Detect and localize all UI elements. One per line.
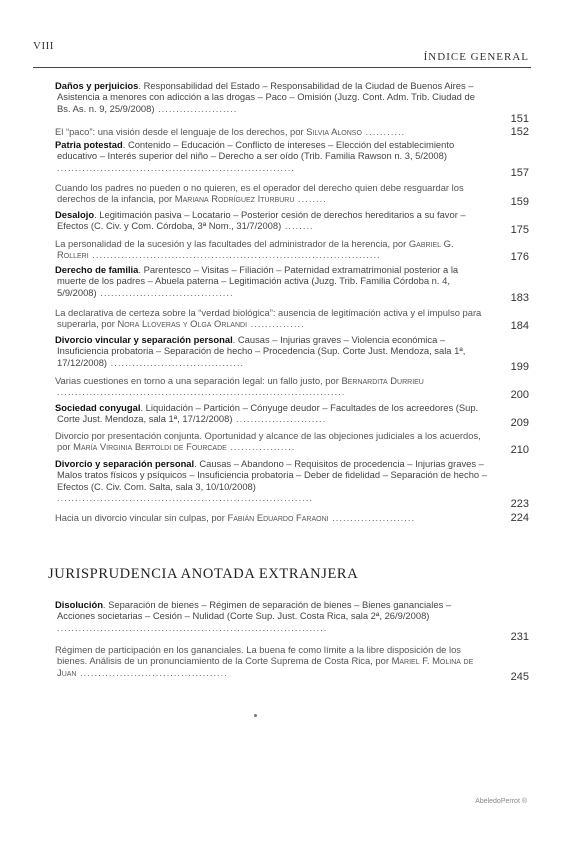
entry-page-number: 152 [510, 126, 529, 138]
toc-commentary [55, 307, 487, 330]
entry-heading: Desalojo [55, 209, 95, 220]
entry-page-number: 224 [510, 512, 529, 524]
toc-entry [55, 402, 487, 425]
entry-body: . Responsabilidad del Estado – Responsabilidad de la Ciudad de Buenos Aires – Asistencia a menores con adicción a las drogas – Paco – Omisión (Juzg. Cont. Adm. Trib. Ciudad de Bs. As. n. 9, 25/9/2008) [57, 80, 475, 114]
entry-body: . Liquidación – Partición – Cónyuge deudor – Facultades de los acreedores (Sup. Corte Just. Mendoza, sala 1ª, 17/12/2008) [57, 402, 479, 425]
dot-leader: ........... [361, 126, 406, 137]
toc-commentary [55, 182, 487, 205]
toc-entry [55, 334, 487, 368]
dot-leader: ....................................................................... [57, 491, 313, 503]
header-rule [33, 67, 531, 68]
toc-commentary [55, 430, 487, 453]
entry-page-number: 199 [510, 361, 529, 373]
dot-leader: ........ [294, 193, 327, 205]
entry-page-number: 210 [510, 444, 529, 456]
commentary-title: La declarativa de certeza sobre la “verdad biológica”: ausencia de legitimación activa y el impulso para superarla, por [55, 307, 482, 330]
dot-leader: .................................................................. [57, 161, 295, 173]
entry-page-number: 184 [510, 320, 529, 332]
toc-entry [55, 80, 487, 114]
entry-heading: Disolución [55, 599, 103, 610]
entry-page-number: 223 [510, 498, 529, 510]
dot-leader: ..................................... [96, 286, 234, 298]
commentary-author: María Virginia Bertoldi de Fourcade [73, 441, 227, 453]
dot-leader: ....................... [328, 512, 416, 523]
dot-leader: ........ [281, 220, 314, 232]
toc-commentary [55, 126, 487, 137]
entry-page-number: 245 [510, 671, 529, 683]
entry-page-number: 176 [510, 251, 529, 263]
entry-heading: Sociedad conyugal [55, 402, 141, 413]
commentary-title: Régimen de participación en los gananciales. La buena fe como límite a la libre disposición de los bienes. Análisis de un pronunciamiento de la Corte Suprema de Costa Rica, por [55, 644, 461, 667]
toc-entry [55, 209, 487, 232]
commentary-author: Silvia Alonso [306, 126, 362, 137]
dot-leader: ......................... [232, 413, 327, 425]
commentary-title: Varias cuestiones en torno a una separación legal: un fallo justo, por [55, 375, 342, 386]
entry-body: . Contenido – Educación – Conflicto de intereses – Elección del establecimiento educativo – Interés superior del niño – Derecho a ser oído (Trib. Familia Rawson n. 3, 5/2008) [57, 139, 455, 162]
entry-heading: Divorcio y separación personal [55, 458, 195, 469]
toc-commentary [55, 512, 487, 523]
commentary-title: La personalidad de la sucesión y las facultades del administrador de la herencia, por [55, 238, 409, 249]
page-number-roman: VIII [33, 40, 54, 52]
toc-entry [55, 139, 487, 173]
toc-commentary [55, 375, 487, 398]
dot-leader: ................................................................................ [57, 386, 346, 398]
running-header-title: ÍNDICE GENERAL [423, 51, 529, 63]
entry-page-number: 159 [510, 196, 529, 208]
commentary-author: Nora Lloveras y Olga Orlandi [117, 318, 248, 330]
entry-page-number: 183 [510, 292, 529, 304]
section-title: JURISPRUDENCIA ANOTADA EXTRANJERA [48, 566, 359, 582]
toc-entry [55, 458, 487, 503]
entry-heading: Divorcio vincular y separación personal [55, 334, 233, 345]
commentary-title: Hacia un divorcio vincular sin culpas, por [55, 512, 228, 523]
commentary-title: Cuando los padres no pueden o no quieren, es el operador del derecho quien debe resguardar los derechos de la infancia, por [55, 182, 464, 205]
toc-entry [55, 264, 487, 298]
entry-page-number: 157 [510, 167, 529, 179]
entry-page-number: 200 [510, 389, 529, 401]
entry-heading: Derecho de familia [55, 264, 139, 275]
commentary-title: Divorcio por presentación conjunta. Oportunidad y alcance de las objeciones judiciales a los acuerdos, por [55, 430, 481, 453]
commentary-title: El “paco”: una visión desde el lenguaje de los derechos, por [55, 126, 307, 137]
scan-speck [254, 714, 257, 717]
dot-leader: ........................................................................... [57, 621, 328, 633]
entry-page-number: 209 [510, 417, 529, 429]
publisher-footer: AbeledoPerrot ® [475, 798, 527, 805]
dot-leader: ...................... [154, 102, 238, 114]
entry-heading: Daños y perjuicios [55, 80, 139, 91]
dot-leader: ................................................................................ [88, 249, 381, 261]
dot-leader: .................. [226, 441, 296, 453]
commentary-author: Gabriel G. Rolleri [57, 238, 454, 261]
entry-heading: Patria potestad [55, 139, 123, 150]
entry-body: . Parentesco – Visitas – Filiación – Paternidad extramatrimonial posterior a la muerte de los padres – Abuela paterna – Legitimación activa (Juzg. Trib. Familia Córdoba n. 4, 5/9/2008) [57, 264, 459, 298]
commentary-author: Mariana Rodríguez Iturburu [174, 193, 295, 205]
commentary-author: Fabián Eduardo Faraoni [227, 512, 329, 523]
entry-body: . Separación de bienes – Régimen de separación de bienes – Bienes gananciales – Acciones societarias – Cesión – Nulidad (Corte Sup. Just. Costa Rica, sala 2ª, 26/9/2008) [57, 599, 452, 622]
dot-leader: ............... [247, 318, 305, 330]
entry-body: . Legitimación pasiva – Locatario – Posterior cesión de derechos hereditarios a su favor – Efectos (C. Civ. y Com. Córdoba, 3ª Nom., 31/7/2008) [57, 209, 466, 232]
dot-leader: ..................................... [107, 356, 245, 368]
toc-entry [55, 599, 487, 633]
entry-page-number: 175 [510, 224, 529, 236]
toc-commentary [55, 238, 487, 261]
entry-body: . Causas – Abandono – Requisitos de procedencia – Injurias graves – Malos tratos físicos y psíquicos – Insuficiencia probatoria – Deber de fidelidad – Separación de hecho – Efectos (C. Civ. Com. Salta, sala 3, 10/10/2008) [57, 458, 487, 492]
entry-page-number: 231 [510, 631, 529, 643]
commentary-author: Mariel F. Molina de Juan [57, 655, 474, 678]
entry-page-number: 151 [510, 113, 529, 125]
commentary-author: Bernardita Durrieu [341, 375, 424, 386]
entry-body: . Causas – Injurias graves – Violencia económica – Insuficiencia probatoria – Separación de hecho – Procedencia (Sup. Corte Just. Mendoza, sala 1ª, 17/12/2008) [57, 334, 466, 368]
dot-leader: ......................................... [76, 666, 228, 678]
toc-commentary [55, 644, 487, 678]
